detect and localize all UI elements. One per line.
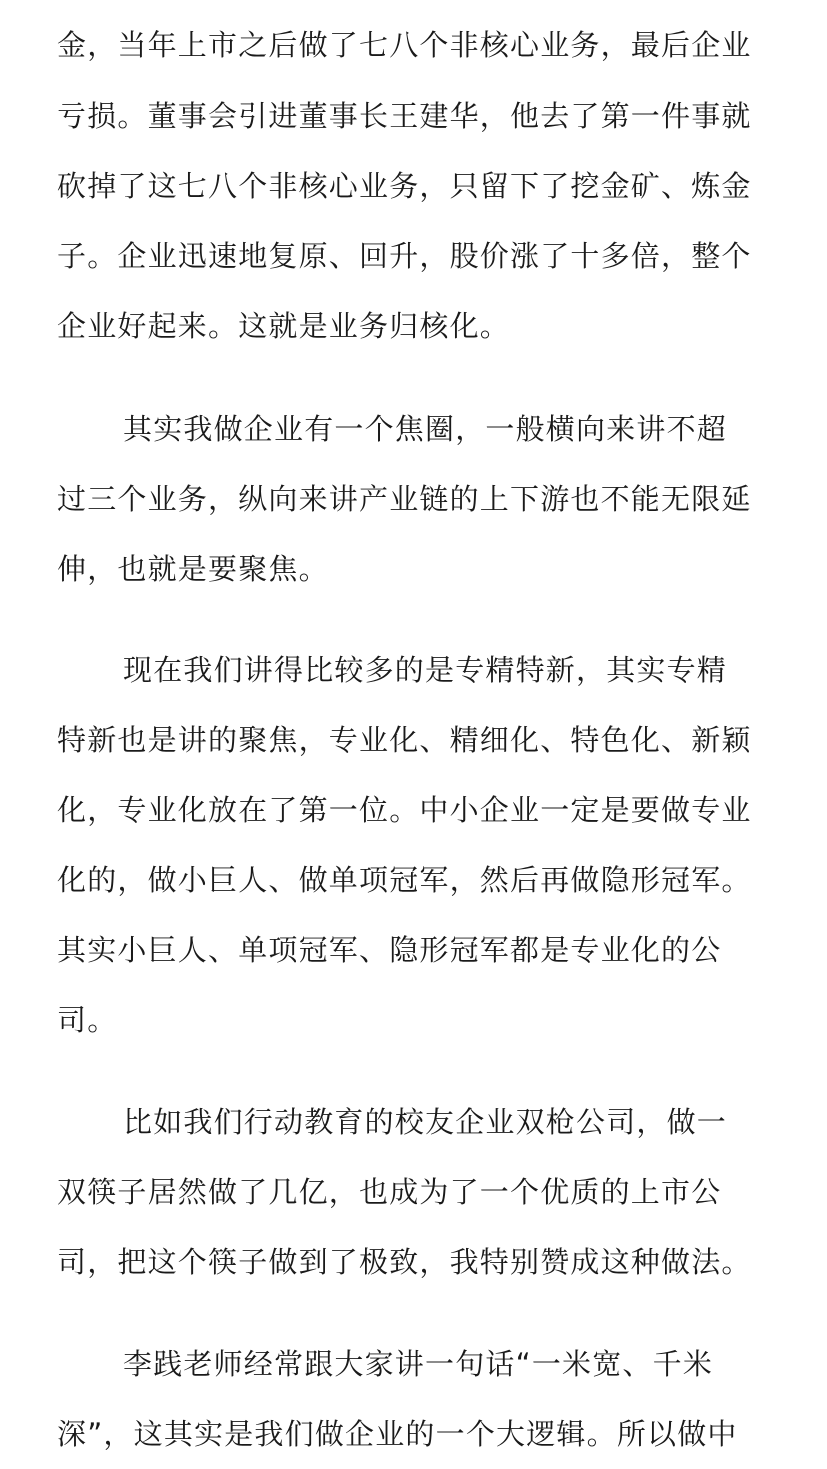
paragraph-3-line-3: 化，专业化放在了第一位。中小企业一定是要做专业: [57, 793, 752, 827]
paragraph-2-line-3: 伸，也就是要聚焦。: [57, 552, 329, 586]
paragraph-3-line-4: 化的，做小巨人、做单项冠军，然后再做隐形冠军。: [57, 863, 752, 897]
paragraph-4-line-3: 司，把这个筷子做到了极致，我特别赞成这种做法。: [57, 1245, 752, 1279]
paragraph-5-line-2: 深”，这其实是我们做企业的一个大逻辑。所以做中: [57, 1417, 738, 1451]
paragraph-4-line-2: 双筷子居然做了几亿，也成为了一个优质的上市公: [57, 1175, 722, 1209]
paragraph-3-line-6: 司。: [57, 1003, 118, 1037]
article-body: [57, 0, 773, 1469]
paragraph-1-line-3: 砍掉了这七八个非核心业务，只留下了挖金矿、炼金: [57, 169, 752, 203]
paragraph-1-line-2: 亏损。董事会引进董事长王建华，他去了第一件事就: [57, 99, 752, 133]
paragraph-3-line-1: 现在我们讲得比较多的是专精特新，其实专精: [123, 653, 728, 687]
paragraph-1-line-5: 企业好起来。这就是业务归核化。: [57, 309, 511, 343]
paragraph-4-line-1: 比如我们行动教育的校友企业双枪公司，做一: [123, 1105, 728, 1139]
paragraph-3-line-5: 其实小巨人、单项冠军、隐形冠军都是专业化的公: [57, 933, 722, 967]
paragraph-2-line-1: 其实我做企业有一个焦圈，一般横向来讲不超: [123, 412, 728, 446]
paragraph-1-line-4: 子。企业迅速地复原、回升，股价涨了十多倍，整个: [57, 239, 752, 273]
paragraph-5-line-1: 李践老师经常跟大家讲一句话“一米宽、千米: [123, 1347, 714, 1381]
paragraph-3-line-2: 特新也是讲的聚焦，专业化、精细化、特色化、新颖: [57, 723, 752, 757]
paragraph-1-line-1: 金，当年上市之后做了七八个非核心业务，最后企业: [57, 28, 752, 62]
paragraph-2-line-2: 过三个业务，纵向来讲产业链的上下游也不能无限延: [57, 482, 752, 516]
